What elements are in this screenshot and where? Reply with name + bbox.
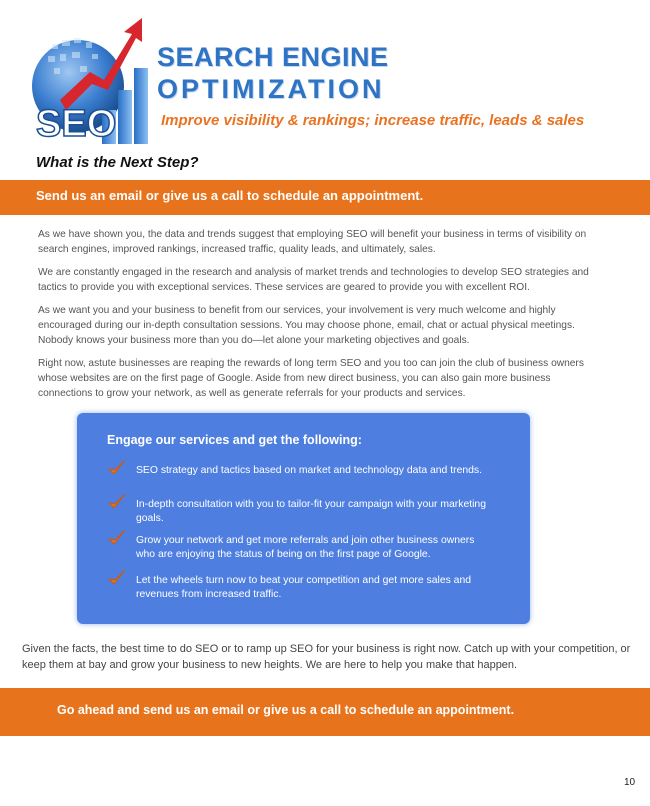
services-box-title: Engage our services and get the following: xyxy=(107,433,362,447)
tagline: Improve visibility & rankings; increase traffic, leads & sales xyxy=(161,112,585,129)
checkmark-icon xyxy=(107,528,127,548)
closing-paragraph: Given the facts, the best time to do SEO or to ramp up SEO for your business is right now. Catch up with your competition, or keep them at bay and grow your business to new heights. We are here to help you make that happen. xyxy=(22,643,631,671)
body-paragraph: Right now, astute businesses are reaping the rewards of long term SEO and you too can join the club of business owners whose websites are on the first page of Google. Aside from new direct business, you can also gain more business connections to grow your network, as well as generate referrals for your products and services. xyxy=(38,358,584,399)
section-heading: What is the Next Step? xyxy=(36,154,199,171)
checkmark-icon xyxy=(107,492,127,512)
service-item: SEO strategy and tactics based on market and technology data and trends. xyxy=(136,465,482,476)
seo-logo-icon xyxy=(30,14,150,150)
body-paragraph: We are constantly engaged in the research and analysis of market trends and technologies to develop SEO strategies and tactics to provide you with exceptional services. These services are geared to provide you with excellent ROI. xyxy=(38,267,589,293)
body-paragraph: As we want you and your business to benefit from our services, your involvement is very much welcome and highly encouraged during our in-depth consultation sessions. You may choose phone, email, chat or actual physical meetings. Nobody knows your business more than you do—let alone your marketing objectives and goals. xyxy=(38,305,575,346)
service-item: In-depth consultation with you to tailor-fit your campaign with your marketing goals. xyxy=(136,499,486,524)
service-item: Grow your network and get more referrals and join other business owners who are enjoying the status of being on the first page of Google. xyxy=(136,535,475,560)
bottom-banner-text: Go ahead and send us an email or give us a call to schedule an appointment. xyxy=(57,703,515,717)
title-line-2: OPTIMIZATION xyxy=(157,74,385,104)
seo-logo-text: SEO xyxy=(36,103,117,145)
service-item: Let the wheels turn now to beat your competition and get more sales and revenues from increased traffic. xyxy=(136,575,472,600)
body-paragraph: As we have shown you, the data and trends suggest that employing SEO will benefit your business in terms of visibility on search engines, improved rankings, increased traffic, quality leads, and ultimately, sales. xyxy=(38,229,587,255)
checkmark-icon xyxy=(107,568,127,588)
top-banner-text: Send us an email or give us a call to schedule an appointment. xyxy=(36,188,424,203)
page-number: 10 xyxy=(624,777,636,788)
title-line-1: SEARCH ENGINE xyxy=(157,42,389,72)
checkmark-icon xyxy=(107,458,127,478)
